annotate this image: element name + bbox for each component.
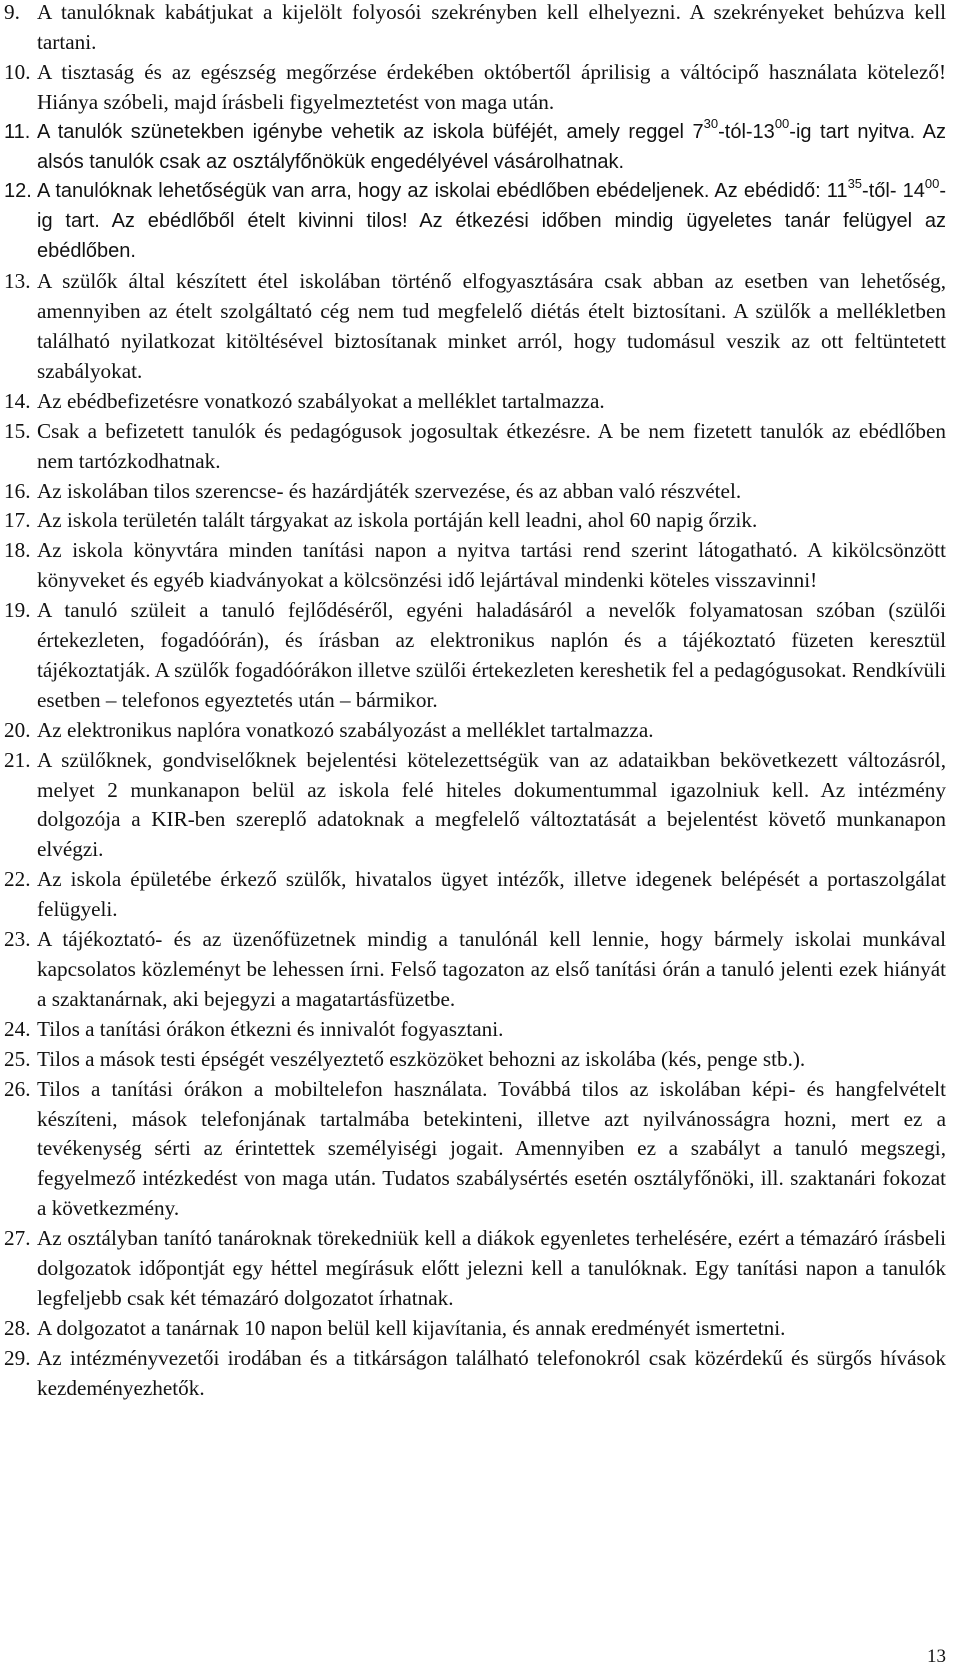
rule-item	[0, 746, 946, 866]
rule-number: 23.	[4, 927, 31, 952]
rule-text: Az ebédbefizetésre vonatkozó szabályokat a melléklet tartalmazza.	[37, 388, 605, 413]
rule-item	[0, 115, 946, 178]
rule-number: 26.	[4, 1076, 31, 1101]
rule-item	[0, 865, 946, 925]
rule-item	[0, 58, 946, 118]
rule-text-part: A tanulóknak lehetőségük van arra, hogy az iskolai ebédlőben ebédeljenek. Az ebédidő: 11	[37, 180, 848, 203]
time-superscript: 00	[774, 115, 790, 131]
rule-item	[0, 1015, 946, 1045]
rule-text: Az intézményvezetői irodában és a titkárságon található telefonokról csak közérdekű és sürgős hívások kezdeményezhetők.	[37, 1345, 946, 1400]
rule-text: A dolgozatot a tanárnak 10 napon belül kell kijavítania, és annak eredményét ismertetni.	[37, 1315, 786, 1340]
rule-text: Az elektronikus naplóra vonatkozó szabályozást a melléklet tartalmazza.	[37, 717, 654, 742]
rule-number: 10.	[4, 59, 31, 84]
rule-item	[0, 1224, 946, 1314]
rule-number: 12.	[4, 180, 32, 203]
rule-number: 15.	[4, 418, 31, 443]
page-number: 13	[927, 1646, 946, 1667]
rule-text: A tájékoztató- és az üzenőfüzetnek mindig a tanulónál kell lennie, hogy bármely iskolai munkával kapcsolatos közleményt be lehessen írni. Felső tagozaton az első tanítási órán a tanuló jelenti ezek hiányát a szaktanárnak, aki bejegyzi a magatartásfüzetbe.	[37, 927, 946, 1011]
rule-item	[0, 1075, 946, 1225]
rule-item	[0, 925, 946, 1015]
rule-item	[0, 596, 946, 716]
rule-number: 16.	[4, 478, 31, 503]
rule-item	[0, 417, 946, 477]
rule-text: Az osztályban tanító tanároknak törekedniük kell a diákok egyenletes terhelésére, ezért a témazáró írásbeli dolgozatok időpontját egy héttel megírásuk előtt jelezni kell a tanulóknak. Egy tanítási napon a tanulók legfeljebb csak két témazáró dolgozatot írhatnak.	[37, 1226, 946, 1310]
rule-number: 21.	[4, 747, 31, 772]
rule-text: A tanulóknak kabátjukat a kijelölt folyosói szekrényben kell elhelyezni. A szekrényeket behúzva kell tartani.	[37, 0, 946, 54]
rule-item	[0, 387, 946, 417]
rule-number: 20.	[4, 717, 31, 742]
rule-number: 29.	[4, 1345, 31, 1370]
time-superscript: 35	[847, 175, 863, 191]
rule-item	[0, 716, 946, 746]
rule-text: A tanuló szüleit a tanuló fejlődéséről, egyéni haladásáról a nevelők folyamatosan szóban (szülői értekezleten, fogadóórán), és írásban az elektronikus naplón és a tájékoztató füzeten keresztül tájékoztatják. A szülők fogadóórákon illetve szülői értekezleten kereshetik fel a pedagógusokat. Rendkívüli esetben – telefonos egyeztetés után – bármikor.	[37, 598, 947, 712]
rule-text: Az iskola könyvtára minden tanítási napon a nyitva tartási rend szerint látogatható. A kikölcsönzött könyveket és egyéb kiadványokat a kölcsönzési idő lejártával mindenki köteles visszavinni!	[37, 538, 946, 593]
rule-item	[0, 1045, 946, 1075]
rule-text	[37, 177, 946, 267]
rule-text	[37, 115, 946, 178]
rule-item	[0, 267, 946, 387]
rule-text: Az iskola épületébe érkező szülők, hivatalos ügyet intézők, illetve idegenek belépését a portaszolgálat felügyeli.	[37, 867, 946, 922]
rule-text-part: -tól-13	[718, 120, 775, 143]
rule-text-part: -ig tart nyitva. Az alsós tanulók csak az osztályfőnökük engedélyével vásárolhatnak.	[37, 120, 946, 173]
rule-text: Tilos a mások testi épségét veszélyeztető eszközöket behozni az iskolába (kés, penge stb.).	[37, 1046, 806, 1071]
rule-text-part: A tanulók szünetekben igénybe vehetik az iskola büféjét, amely reggel 7	[37, 120, 704, 143]
rule-text: A szülők által készített étel iskolában történő elfogyasztására csak abban az esetben van lehetőség, amennyiben az ételt szolgáltató cég nem tud megfelelő diétás ételt biztosítani. A szülők a mellékletben található nyilatkozat kitöltésével biztosítanak minket arról, hogy tudomásul veszik az ott feltüntetett szabályokat.	[37, 269, 946, 383]
rule-text-part: -ig tart. Az ebédlőből ételt kivinni tilos! Az étkezési időben mindig ügyeletes tanár felügyel az ebédlőben.	[37, 180, 947, 263]
rule-text: Tilos a tanítási órákon étkezni és innivalót fogyasztani.	[37, 1016, 504, 1041]
rule-number: 18.	[4, 538, 31, 563]
rule-number: 9.	[4, 0, 20, 24]
rule-item	[0, 1314, 946, 1344]
rule-number: 28.	[4, 1315, 31, 1340]
rule-number: 11.	[4, 120, 31, 143]
rule-number: 19.	[4, 598, 31, 623]
rule-number: 14.	[4, 388, 31, 413]
rule-number: 17.	[4, 508, 31, 533]
rule-text: A tisztaság és az egészség megőrzése érdekében októbertől áprilisig a váltócipő használata kötelező! Hiánya szóbeli, majd írásbeli figyelmeztetést von maga után.	[37, 59, 946, 114]
time-superscript: 00	[924, 175, 940, 191]
rule-text-part: -től- 14	[862, 180, 925, 203]
rule-text: Tilos a tanítási órákon a mobiltelefon használata. Továbbá tilos az iskolában képi- és hangfelvételt készíteni, mások telefonjának tartalmába betekinteni, illetve azt nyilvánosságra hozni, mert ez a tevékenység sérti az érintettek személyiségi jogait. Amennyiben ez a szabályt a tanuló megszegi, fegyelmező intézkedést von maga után. Tudatos szabálysértés esetén osztályfőnöki, ill. szaktanári fokozat a következmény.	[37, 1076, 946, 1221]
rule-item	[0, 536, 946, 596]
rule-item	[0, 477, 946, 507]
rule-item	[0, 506, 946, 536]
rule-text: Az iskolában tilos szerencse- és hazárdjáték szervezése, és az abban való részvétel.	[37, 478, 742, 503]
rule-item	[0, 0, 946, 58]
rule-number: 22.	[4, 867, 31, 892]
rule-text: Az iskola területén talált tárgyakat az iskola portáján kell leadni, ahol 60 napig őrzik.	[37, 508, 758, 533]
rule-item	[0, 177, 946, 267]
time-superscript: 30	[703, 115, 719, 131]
rule-text: Csak a befizetett tanulók és pedagógusok jogosultak étkezésre. A be nem fizetett tanulók az ebédlőben nem tartózkodhatnak.	[37, 418, 946, 473]
rule-number: 24.	[4, 1016, 31, 1041]
rule-number: 13.	[4, 269, 31, 294]
rule-text: A szülőknek, gondviselőknek bejelentési kötelezettségük van az adataikban bekövetkezett változásról, melyet 2 munkanapon belül az iskola felé hiteles dokumentummal igazolniuk kell. Az intézmény dolgozója a KIR-ben szereplő adatoknak a megfelelő változtatását a bejelentést követő munkanapon elvégzi.	[37, 747, 946, 862]
rule-item	[0, 1344, 946, 1404]
rule-number: 25.	[4, 1046, 31, 1071]
rule-number: 27.	[4, 1226, 31, 1251]
